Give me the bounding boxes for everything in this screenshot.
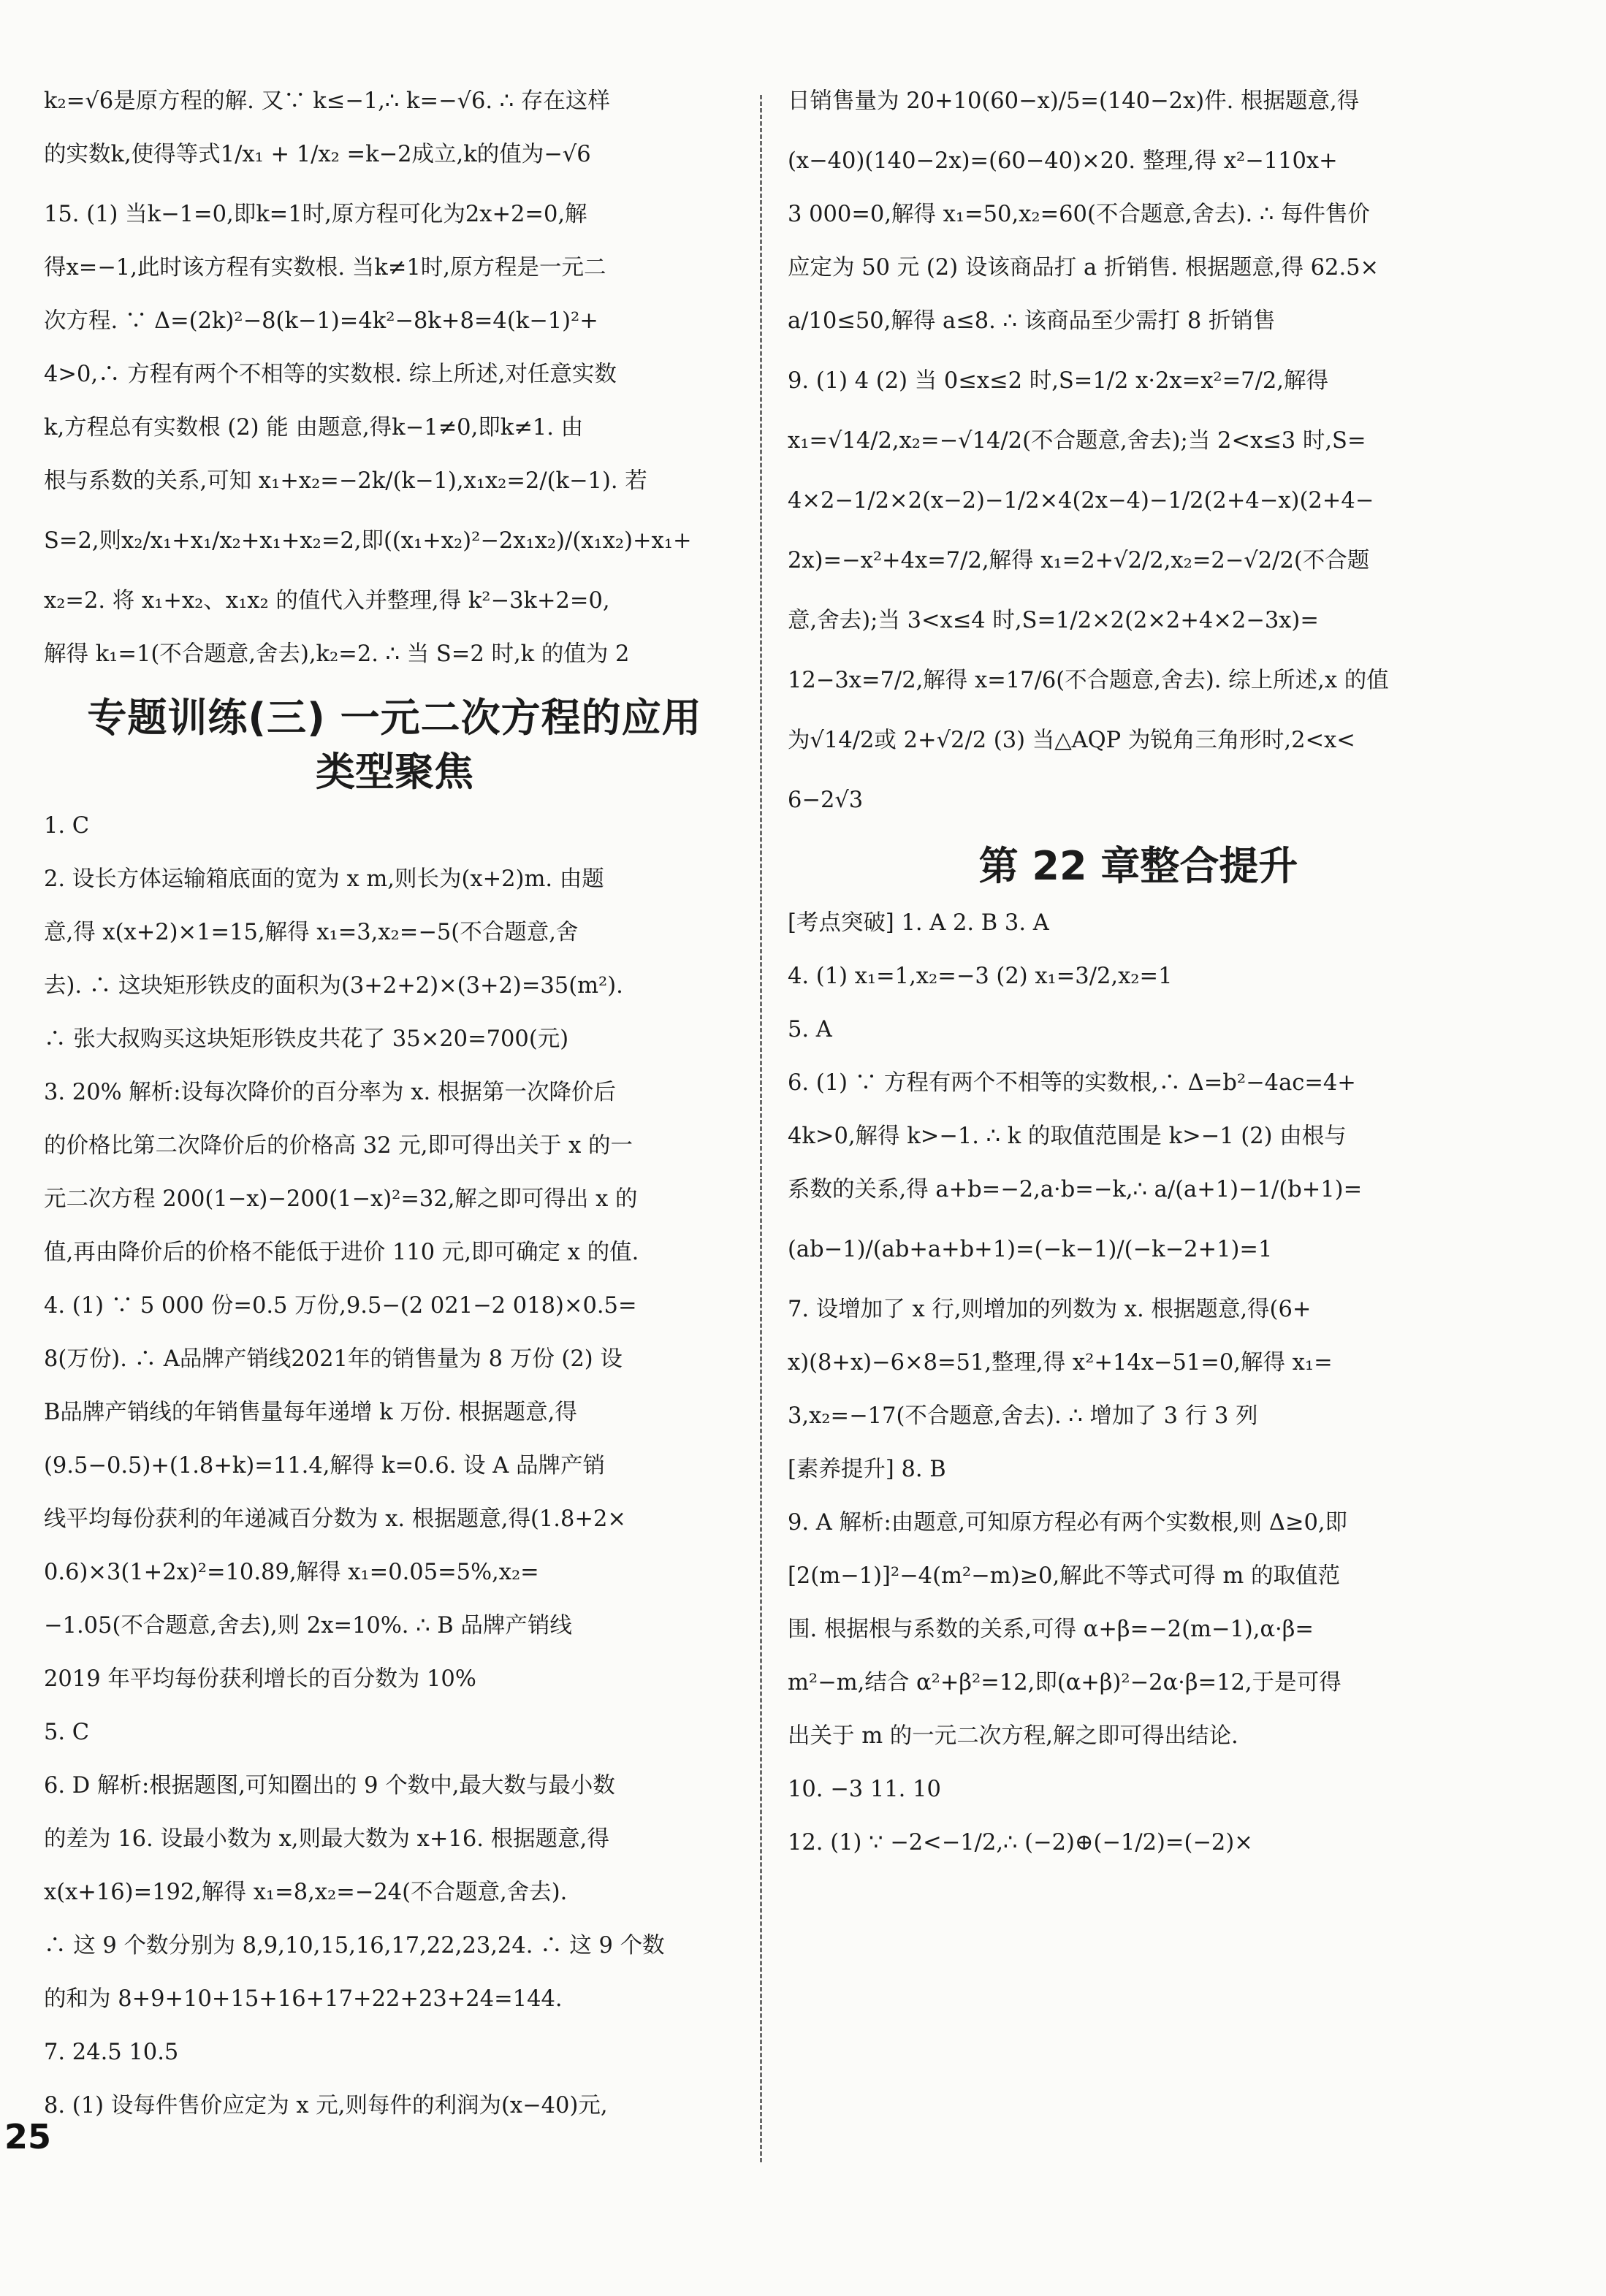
text-line: k,方程总有实数根 (2) 能 由题意,得k−1≠0,即k≠1. 由 (44, 415, 584, 440)
text-line: B品牌产销线的年销售量每年递增 k 万份. 根据题意,得 (44, 1400, 577, 1425)
text-line: (x−40)(140−2x)=(60−40)×20. 整理,得 x²−110x+ (788, 148, 1338, 174)
text-line: 3. 20% 解析:设每次降价的百分率为 x. 根据第一次降价后 (44, 1080, 616, 1105)
text-line: (9.5−0.5)+(1.8+k)=11.4,解得 k=0.6. 设 A 品牌产销 (44, 1453, 605, 1479)
text-line: 6−2√3 (788, 787, 864, 813)
text-line: 围. 根据根与系数的关系,可得 α+β=−2(m−1),α·β= (788, 1617, 1314, 1642)
text-line: −1.05(不合题意,舍去),则 2x=10%. ∴ B 品牌产销线 (44, 1613, 572, 1639)
text-line: 日销售量为 20+10(60−x)/5=(140−2x)件. 根据题意,得 (788, 88, 1360, 114)
text-line: 为√14/2或 2+√2/2 (3) 当△AQP 为锐角三角形时,2<x< (788, 728, 1355, 753)
text-line: x₂=2. 将 x₁+x₂、x₁x₂ 的值代入并整理,得 k²−3k+2=0, (44, 588, 610, 614)
text-line: 4>0,∴ 方程有两个不相等的实数根. 综上所述,对任意实数 (44, 362, 617, 387)
text-line: 8(万份). ∴ A品牌产销线2021年的销售量为 8 万份 (2) 设 (44, 1346, 623, 1372)
text-line: 5. A (788, 1017, 832, 1042)
text-line: 0.6)×3(1+2x)²=10.89,解得 x₁=0.05=5%,x₂= (44, 1560, 539, 1585)
text-line: 2019 年平均每份获利增长的百分数为 10% (44, 1666, 476, 1692)
text-line: ∴ 这 9 个数分别为 8,9,10,15,16,17,22,23,24. ∴ 这 9 个数 (44, 1933, 665, 1959)
text-line: 线平均每份获利的年递减百分数为 x. 根据题意,得(1.8+2× (44, 1506, 626, 1532)
text-line: 12. (1) ∵ −2<−1/2,∴ (−2)⊕(−1/2)=(−2)× (788, 1830, 1253, 1856)
text-line: 解得 k₁=1(不合题意,舍去),k₂=2. ∴ 当 S=2 时,k 的值为 2 (44, 641, 630, 667)
text-line: 4. (1) ∵ 5 000 份=0.5 万份,9.5−(2 021−2 018)×0.5= (44, 1293, 637, 1319)
text-line: 2. 设长方体运输箱底面的宽为 x m,则长为(x+2)m. 由题 (44, 866, 604, 892)
text-line: 12−3x=7/2,解得 x=17/6(不合题意,舍去). 综上所述,x 的值 (788, 668, 1389, 693)
text-line: 4×2−1/2×2(x−2)−1/2×4(2x−4)−1/2(2+4−x)(2+4− (788, 488, 1374, 514)
text-line: 8. (1) 设每件售价应定为 x 元,则每件的利润为(x−40)元, (44, 2093, 608, 2118)
left-column (44, 88, 745, 2146)
text-line: 3,x₂=−17(不合题意,舍去). ∴ 增加了 3 行 3 列 (788, 1403, 1258, 1429)
text-line: 根与系数的关系,可知 x₁+x₂=−2k/(k−1),x₁x₂=2/(k−1). 若 (44, 468, 647, 494)
text-line: 10. −3 11. 10 (788, 1777, 941, 1802)
page-number: 25 (4, 2117, 52, 2156)
text-line: a/10≤50,解得 a≤8. ∴ 该商品至少需打 8 折销售 (788, 308, 1276, 334)
text-line: 的差为 16. 设最小数为 x,则最大数为 x+16. 根据题意,得 (44, 1826, 609, 1852)
text-line: 的和为 8+9+10+15+16+17+22+23+24=144. (44, 1986, 563, 2012)
text-line: 2x)=−x²+4x=7/2,解得 x₁=2+√2/2,x₂=2−√2/2(不合题 (788, 548, 1370, 573)
text-line: 意,得 x(x+2)×1=15,解得 x₁=3,x₂=−5(不合题意,舍 (44, 920, 579, 945)
text-line: 意,舍去);当 3<x≤4 时,S=1/2×2(2×2+4×2−3x)= (788, 608, 1319, 633)
text-line: x)(8+x)−6×8=51,整理,得 x²+14x−51=0,解得 x₁= (788, 1350, 1333, 1376)
text-line: 值,再由降价后的价格不能低于进价 110 元,即可确定 x 的值. (44, 1240, 639, 1265)
text-line: 6. (1) ∵ 方程有两个不相等的实数根,∴ Δ=b²−4ac=4+ (788, 1070, 1356, 1096)
text-line: 出关于 m 的一元二次方程,解之即可得出结论. (788, 1723, 1238, 1749)
text-line: (ab−1)/(ab+a+b+1)=(−k−1)/(−k−2+1)=1 (788, 1237, 1273, 1262)
text-line: [考点突破] 1. A 2. B 3. A (788, 910, 1049, 936)
text-line: [素养提升] 8. B (788, 1457, 946, 1482)
text-line: 系数的关系,得 a+b=−2,a·b=−k,∴ a/(a+1)−1/(b+1)= (788, 1177, 1363, 1202)
text-line: m²−m,结合 α²+β²=12,即(α+β)²−2α·β=12,于是可得 (788, 1670, 1341, 1696)
column-divider (760, 95, 762, 2162)
text-line: S=2,则x₂/x₁+x₁/x₂+x₁+x₂=2,即((x₁+x₂)²−2x₁x₂)/(x₁x₂)+x₁+ (44, 528, 692, 554)
text-line: 4k>0,解得 k>−1. ∴ k 的取值范围是 k>−1 (2) 由根与 (788, 1124, 1347, 1149)
text-line: 应定为 50 元 (2) 设该商品打 a 折销售. 根据题意,得 62.5× (788, 255, 1379, 281)
text-line: 7. 设增加了 x 行,则增加的列数为 x. 根据题意,得(6+ (788, 1297, 1312, 1322)
text-line: 4. (1) x₁=1,x₂=−3 (2) x₁=3/2,x₂=1 (788, 964, 1173, 989)
text-line: 元二次方程 200(1−x)−200(1−x)²=32,解之即可得出 x 的 (44, 1186, 638, 1212)
text-line: 9. A 解析:由题意,可知原方程必有两个实数根,则 Δ≥0,即 (788, 1510, 1348, 1536)
text-line: ∴ 张大叔购买这块矩形铁皮共花了 35×20=700(元) (44, 1026, 569, 1052)
text-line: x(x+16)=192,解得 x₁=8,x₂=−24(不合题意,舍去). (44, 1880, 568, 1905)
text-line: 7. 24.5 10.5 (44, 2040, 179, 2065)
text-line: [2(m−1)]²−4(m²−m)≥0,解此不等式可得 m 的取值范 (788, 1563, 1340, 1589)
text-line: 去). ∴ 这块矩形铁皮的面积为(3+2+2)×(3+2)=35(m²). (44, 973, 623, 999)
text-line: x₁=√14/2,x₂=−√14/2(不合题意,舍去);当 2<x≤3 时,S= (788, 428, 1366, 454)
text-line: 的价格比第二次降价后的价格高 32 元,即可得出关于 x 的一 (44, 1133, 633, 1159)
section-heading: 专题训练(三) 一元二次方程的应用 (87, 695, 702, 741)
text-line: 9. (1) 4 (2) 当 0≤x≤2 时,S=1/2 x·2x=x²=7/2,解得 (788, 368, 1328, 394)
chapter-heading: 第 22 章整合提升 (978, 843, 1298, 889)
text-line: 次方程. ∵ Δ=(2k)²−8(k−1)=4k²−8k+8=4(k−1)²+ (44, 308, 598, 334)
section-subheading: 类型聚焦 (316, 749, 473, 795)
text-line: 15. (1) 当k−1=0,即k=1时,原方程可化为2x+2=0,解 (44, 202, 587, 227)
text-line: 1. C (44, 813, 90, 839)
text-line: k₂=√6是原方程的解. 又∵ k≤−1,∴ k=−√6. ∴ 存在这样 (44, 88, 610, 114)
text-line: 的实数k,使得等式1/x₁ + 1/x₂ =k−2成立,k的值为−√6 (44, 142, 591, 167)
text-line: 6. D 解析:根据题图,可知圈出的 9 个数中,最大数与最小数 (44, 1773, 615, 1799)
text-line: 3 000=0,解得 x₁=50,x₂=60(不合题意,舍去). ∴ 每件售价 (788, 202, 1370, 227)
text-line: 5. C (44, 1720, 90, 1745)
right-column (788, 88, 1489, 1883)
text-line: 得x=−1,此时该方程有实数根. 当k≠1时,原方程是一元二 (44, 255, 606, 281)
